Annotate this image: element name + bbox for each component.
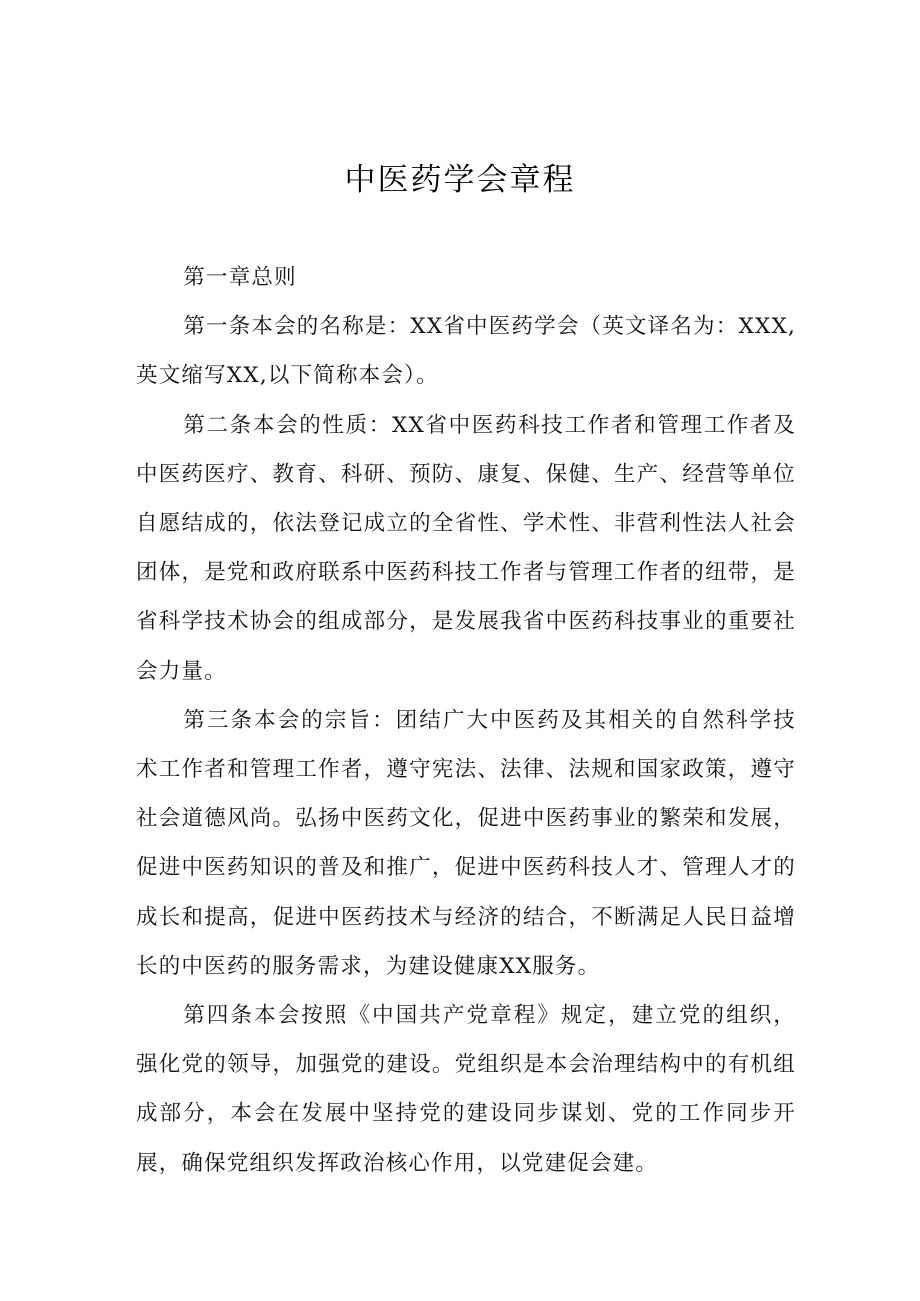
chapter-heading: 第一章总则 bbox=[183, 265, 297, 290]
article-2: 第二条本会的性质：XX省中医药科技工作者和管理工作者及中医药医疗、教育、科研、预防、康复、保健、生产、经营等单位自愿结成的，依法登记成立的全省性、学术性、非营利性法人社会团体，是党和政府联系中医药科技工作者与管理工作者的纽带，是省科学技术协会的组成部分，是发展我省中医药科技事业的重要社会力量。 bbox=[136, 412, 796, 684]
document-title: 中医药学会章程 bbox=[344, 162, 576, 198]
article-4: 第四条本会按照《中国共产党章程》规定，建立党的组织，强化党的领导，加强党的建设。党组织是本会治理结构中的有机组成部分，本会在发展中坚持党的建设同步谋划、党的工作同步开展，确保党组织发挥政治核心作用，以党建促会建。 bbox=[136, 1003, 796, 1176]
article-1: 第一条本会的名称是：XX省中医药学会（英文译名为：XXX,英文缩写XX,以下简称本会）。 bbox=[136, 314, 796, 389]
document-body bbox=[136, 253, 796, 1188]
article-3: 第三条本会的宗旨：团结广大中医药及其相关的自然科学技术工作者和管理工作者，遵守宪法、法律、法规和国家政策，遵守社会道德风尚。弘扬中医药文化，促进中医药事业的繁荣和发展，促进中医药知识的普及和推广，促进中医药科技人才、管理人才的成长和提高，促进中医药技术与经济的结合，不断满足人民日益增长的中医药的服务需求，为建设健康XX服务。 bbox=[136, 707, 796, 979]
